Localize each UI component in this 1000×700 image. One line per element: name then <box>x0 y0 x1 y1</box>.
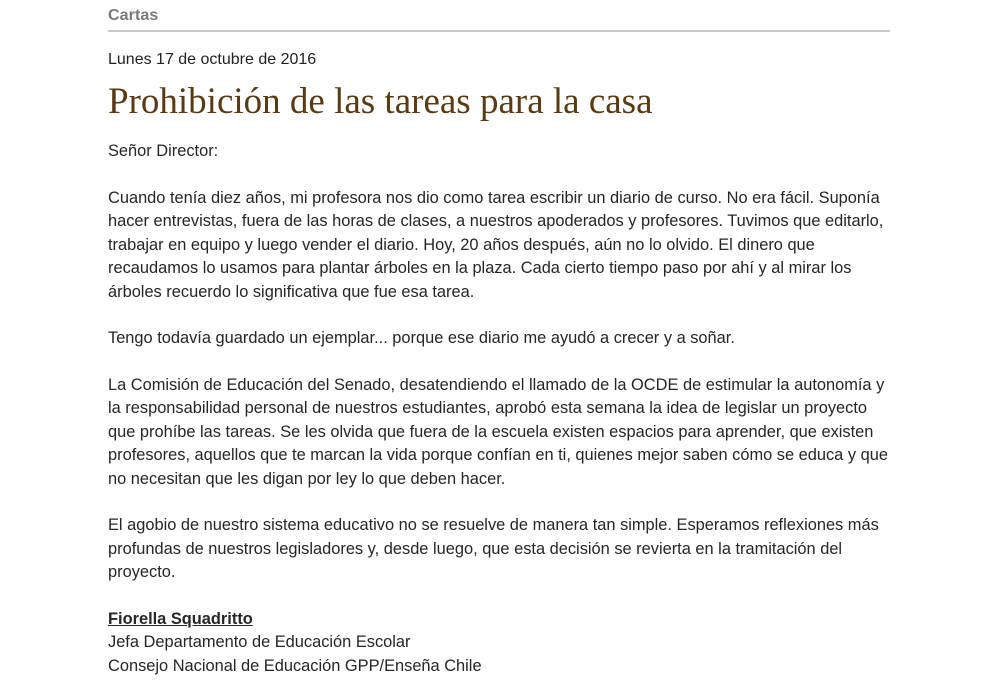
author-organization: Consejo Nacional de Educación GPP/Enseña Chile <box>108 656 482 675</box>
salutation: Señor Director: <box>108 142 219 160</box>
paragraph-4: El agobio de nuestro sistema educativo no se resuelve de manera tan simple. Esperamos reflexiones más profundas de nuestros legisladores y, desde luego, que esta decisión se revierta en la tramitación del proyecto. <box>108 516 879 581</box>
letter-page <box>108 0 890 678</box>
author-name: Fiorella Squadritto <box>108 609 253 628</box>
letter-title: Prohibición de las tareas para la casa <box>108 81 653 122</box>
author-role: Jefa Departamento de Educación Escolar <box>108 633 411 651</box>
section-header <box>108 0 890 32</box>
publication-date: Lunes 17 de octubre de 2016 <box>108 51 317 68</box>
signature-block <box>108 608 890 679</box>
section-label[interactable]: Cartas <box>108 7 159 24</box>
paragraph-1: Cuando tenía diez años, mi profesora nos dio como tarea escribir un diario de curso. No era fácil. Suponía hacer entrevistas, fuera de las horas de clases, a nuestros apoderados y profesores. Tuvimos que editarlo, trabajar en equipo y luego vender el diario. Hoy, 20 años después, aún no lo olvido. El dinero que recaudamos lo usamos para plantar árboles en la plaza. Cada cierto tiempo paso por ahí y al mirar los árboles recuerdo lo significativa que fue esa tarea. <box>108 188 884 301</box>
letter-body <box>108 140 890 585</box>
paragraph-3: La Comisión de Educación del Senado, desatendiendo el llamado de la OCDE de estimular la autonomía y la responsabilidad personal de nuestros estudiantes, aprobó esta semana la idea de legislar un proyecto que prohíbe las tareas. Se les olvida que fuera de la escuela existen espacios para aprender, que existen profesores, aquellos que te marcan la vida porque confían en ti, quienes mejor saben cómo se educa y que no necesitan que les digan por ley lo que deben hacer. <box>108 375 888 488</box>
paragraph-2: Tengo todavía guardado un ejemplar... porque ese diario me ayudó a crecer y a soñar. <box>108 329 735 347</box>
